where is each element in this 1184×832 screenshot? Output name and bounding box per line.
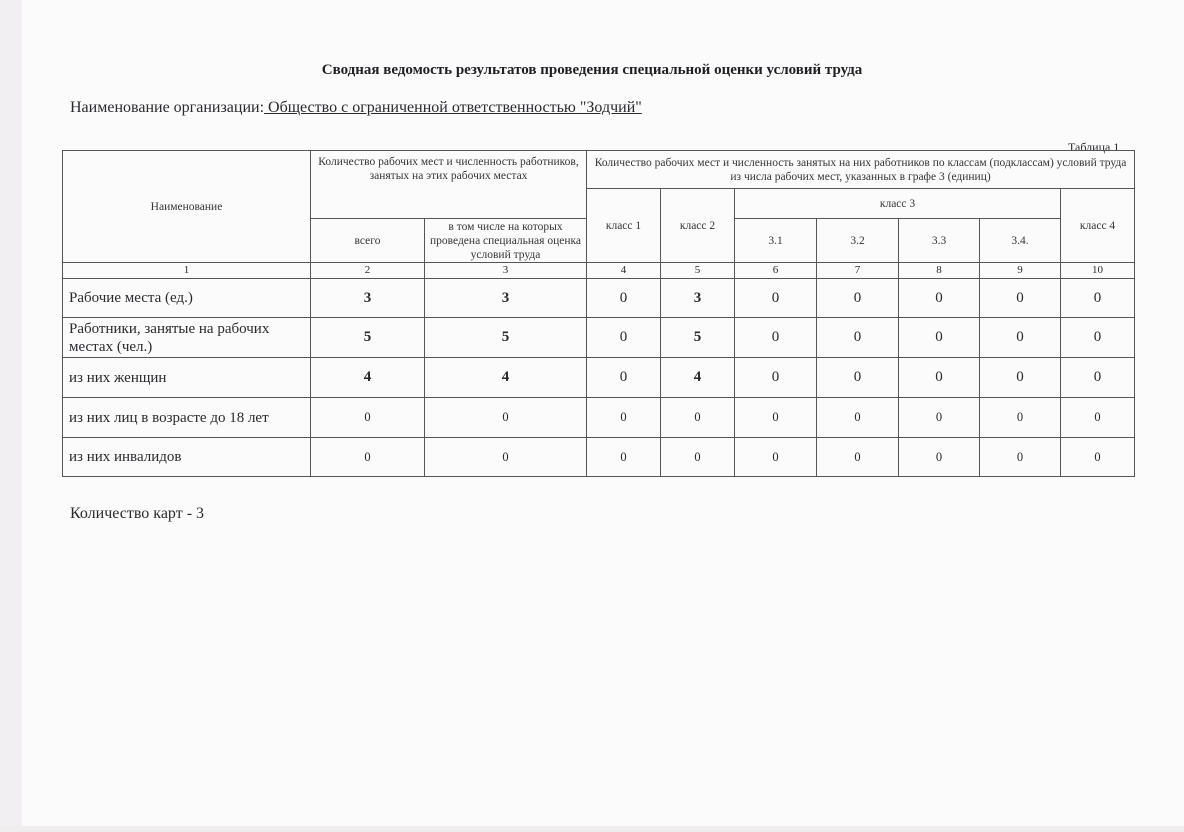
column-number: 6 — [735, 263, 817, 279]
column-numbers-row — [63, 263, 1135, 279]
table-row — [63, 318, 1135, 358]
cell-value: 0 — [735, 279, 817, 318]
cell-value: 0 — [1061, 398, 1135, 438]
cell-value: 5 — [661, 318, 735, 358]
header-assessed: в том числе на которых проведена специальная оценка условий труда — [425, 219, 587, 263]
table-row — [63, 438, 1135, 477]
cell-value: 0 — [1061, 318, 1135, 358]
cell-value: 5 — [311, 318, 425, 358]
cell-value: 0 — [587, 438, 661, 477]
cell-value: 0 — [735, 358, 817, 398]
row-label: Рабочие места (ед.) — [63, 279, 311, 318]
cell-value: 0 — [1061, 358, 1135, 398]
row-label: из них женщин — [63, 358, 311, 398]
row-label: из них инвалидов — [63, 438, 311, 477]
header-group2: Количество рабочих мест и численность занятых на них работников по классам (подклассам) условий труда из числа рабочих мест, указанных в графе 3 (единиц) — [587, 151, 1135, 189]
cell-value: 0 — [735, 398, 817, 438]
table-row — [63, 358, 1135, 398]
cell-value: 5 — [425, 318, 587, 358]
cell-value: 0 — [980, 279, 1061, 318]
cell-value: 0 — [587, 398, 661, 438]
cell-value: 3 — [425, 279, 587, 318]
cell-value: 4 — [661, 358, 735, 398]
table-row — [63, 279, 1135, 318]
table-row — [63, 398, 1135, 438]
cell-value: 0 — [587, 318, 661, 358]
header-sub-3-3: 3.3 — [899, 219, 980, 263]
cell-value: 3 — [661, 279, 735, 318]
cell-value: 0 — [587, 358, 661, 398]
cell-value: 0 — [311, 398, 425, 438]
column-number: 8 — [899, 263, 980, 279]
cell-value: 0 — [980, 358, 1061, 398]
cell-value: 0 — [661, 438, 735, 477]
row-label: Работники, занятые на рабочих местах (чел.) — [63, 318, 311, 358]
column-number: 3 — [425, 263, 587, 279]
cell-value: 0 — [587, 279, 661, 318]
document-title: Сводная ведомость результатов проведения специальной оценки условий труда — [321, 62, 863, 78]
cell-value: 0 — [980, 438, 1061, 477]
cell-value: 0 — [425, 438, 587, 477]
column-number: 5 — [661, 263, 735, 279]
cell-value: 0 — [1061, 438, 1135, 477]
header-group1: Количество рабочих мест и численность работников, занятых на этих рабочих местах — [311, 151, 587, 219]
header-total: всего — [311, 219, 425, 263]
summary-table — [62, 150, 1135, 477]
cell-value: 0 — [1061, 279, 1135, 318]
cell-value: 0 — [899, 358, 980, 398]
cell-value: 0 — [817, 398, 899, 438]
cards-count: Количество карт - 3 — [70, 505, 205, 522]
cell-value: 0 — [899, 279, 980, 318]
column-number: 9 — [980, 263, 1061, 279]
header-sub-3-2: 3.2 — [817, 219, 899, 263]
cell-value: 0 — [425, 398, 587, 438]
cell-value: 4 — [311, 358, 425, 398]
header-sub-3-4: 3.4. — [980, 219, 1061, 263]
cell-value: 0 — [899, 318, 980, 358]
cell-value: 4 — [425, 358, 587, 398]
header-class2: класс 2 — [661, 189, 735, 263]
cell-value: 0 — [817, 358, 899, 398]
header-sub-3-1: 3.1 — [735, 219, 817, 263]
header-class4: класс 4 — [1061, 189, 1135, 263]
column-number: 2 — [311, 263, 425, 279]
cell-value: 0 — [899, 438, 980, 477]
header-class1: класс 1 — [587, 189, 661, 263]
column-number: 1 — [63, 263, 311, 279]
column-number: 4 — [587, 263, 661, 279]
header-name: Наименование — [63, 151, 311, 263]
row-label: из них лиц в возрасте до 18 лет — [63, 398, 311, 438]
cell-value: 0 — [661, 398, 735, 438]
scan-shadow-bottom — [0, 826, 1184, 832]
header-class3: класс 3 — [735, 189, 1061, 219]
table-number: Таблица 1 — [1068, 140, 1120, 154]
cell-value: 0 — [311, 438, 425, 477]
cell-value: 0 — [980, 318, 1061, 358]
cell-value: 0 — [817, 438, 899, 477]
cell-value: 0 — [817, 279, 899, 318]
cell-value: 0 — [980, 398, 1061, 438]
column-number: 10 — [1061, 263, 1135, 279]
cell-value: 0 — [817, 318, 899, 358]
scan-shadow — [0, 0, 22, 832]
cell-value: 0 — [735, 318, 817, 358]
organization-line — [70, 99, 642, 117]
cell-value: 0 — [899, 398, 980, 438]
cell-value: 0 — [735, 438, 817, 477]
cell-value: 3 — [311, 279, 425, 318]
organization-label: Наименование организации: — [70, 99, 265, 116]
organization-name: Общество с ограниченной ответственностью "Зодчий" — [264, 99, 642, 116]
column-number: 7 — [817, 263, 899, 279]
